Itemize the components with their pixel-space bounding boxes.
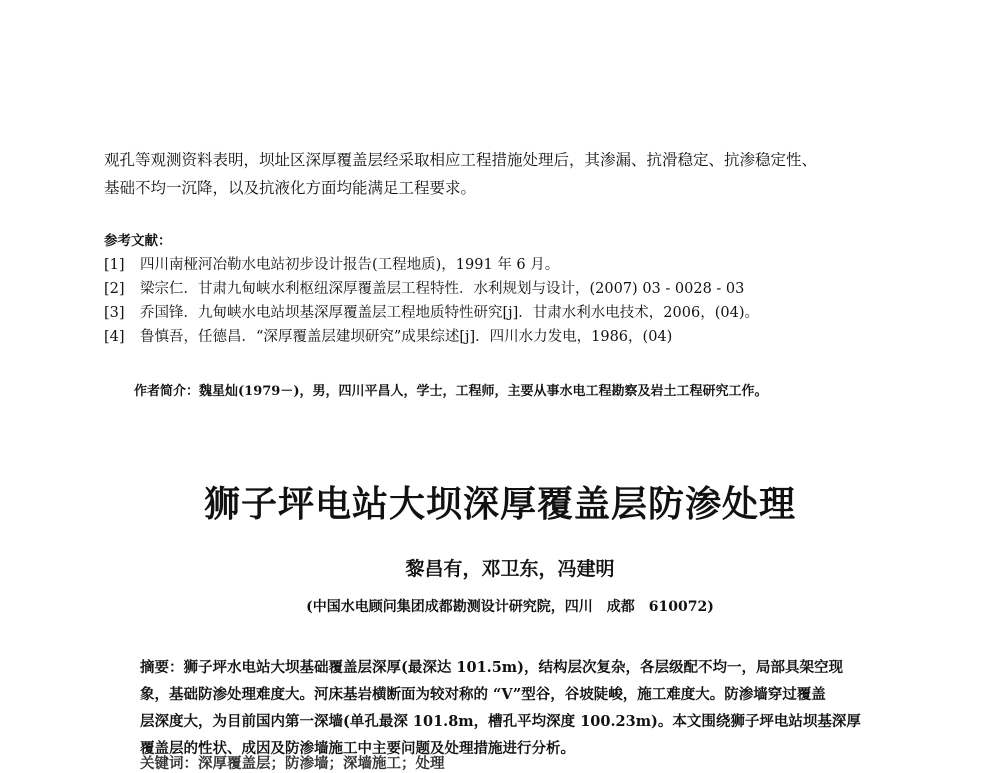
abstract-line: 覆盖层的性状、成因及防渗墙施工中主要问题及处理措施进行分析。 [140, 740, 575, 757]
article-title: 狮子坪电站大坝深厚覆盖层防渗处理 [203, 483, 796, 525]
reference-text: 四川南桠河冶勒水电站初步设计报告(工程地质)，1991 年 6 月。 [140, 257, 560, 273]
reference-number: [2] [104, 281, 125, 297]
references-heading: 参考文献： [104, 233, 172, 249]
reference-item [104, 301, 924, 325]
reference-number: [3] [104, 305, 125, 321]
conclusion-line-1: 观孔等观测资料表明，坝址区深厚覆盖层经采取相应工程措施处理后，其渗漏、抗滑稳定、抗渗稳定性、 [104, 151, 818, 169]
abstract-line: 摘要：狮子坪水电站大坝基础覆盖层深厚(最深达 101.5m)，结构层次复杂，各层级配不均一，局部具架空现 [140, 659, 844, 676]
reference-text: 乔国锋．九甸峡水电站坝基深厚覆盖层工程地质特性研究[j]．甘肃水利水电技术，2006，(04)。 [140, 305, 759, 321]
keywords-cutoff: 关键词：深厚覆盖层；防渗墙；深墙施工；处理 [140, 755, 445, 772]
reference-text: 鲁慎吾，任德昌．“深厚覆盖层建坝研究”成果综述[j]．四川水力发电，1986，(04) [140, 329, 673, 345]
reference-number: [1] [104, 257, 125, 273]
abstract-line: 层深度大，为目前国内第一深墙(单孔最深 101.8m，槽孔平均深度 100.23m)。本文围绕狮子坪电站坝基深厚 [140, 713, 861, 730]
reference-number: [4] [104, 329, 125, 345]
conclusion-line-2: 基础不均一沉降，以及抗液化方面均能满足工程要求。 [104, 179, 477, 197]
reference-item [104, 253, 924, 277]
abstract-line: 象，基础防渗处理难度大。河床基岩横断面为较对称的 “V”型谷，谷坡陡峻，施工难度大。防渗墙穿过覆盖 [140, 686, 826, 703]
author-bio: 作者简介：魏星灿(1979－)，男，四川平昌人，学士，工程师，主要从事水电工程勘察及岩土工程研究工作。 [134, 384, 768, 399]
references-list [104, 253, 924, 349]
reference-item [104, 325, 924, 349]
reference-item [104, 277, 924, 301]
article-authors: 黎昌有，邓卫东，冯建明 [405, 558, 615, 580]
article-affiliation: (中国水电顾问集团成都勘测设计研究院，四川 成都 610072) [306, 599, 714, 615]
abstract [140, 654, 880, 762]
reference-text: 梁宗仁．甘肃九甸峡水利枢纽深厚覆盖层工程特性．水利规划与设计，(2007) 03 - 0028 - 03 [140, 281, 745, 297]
